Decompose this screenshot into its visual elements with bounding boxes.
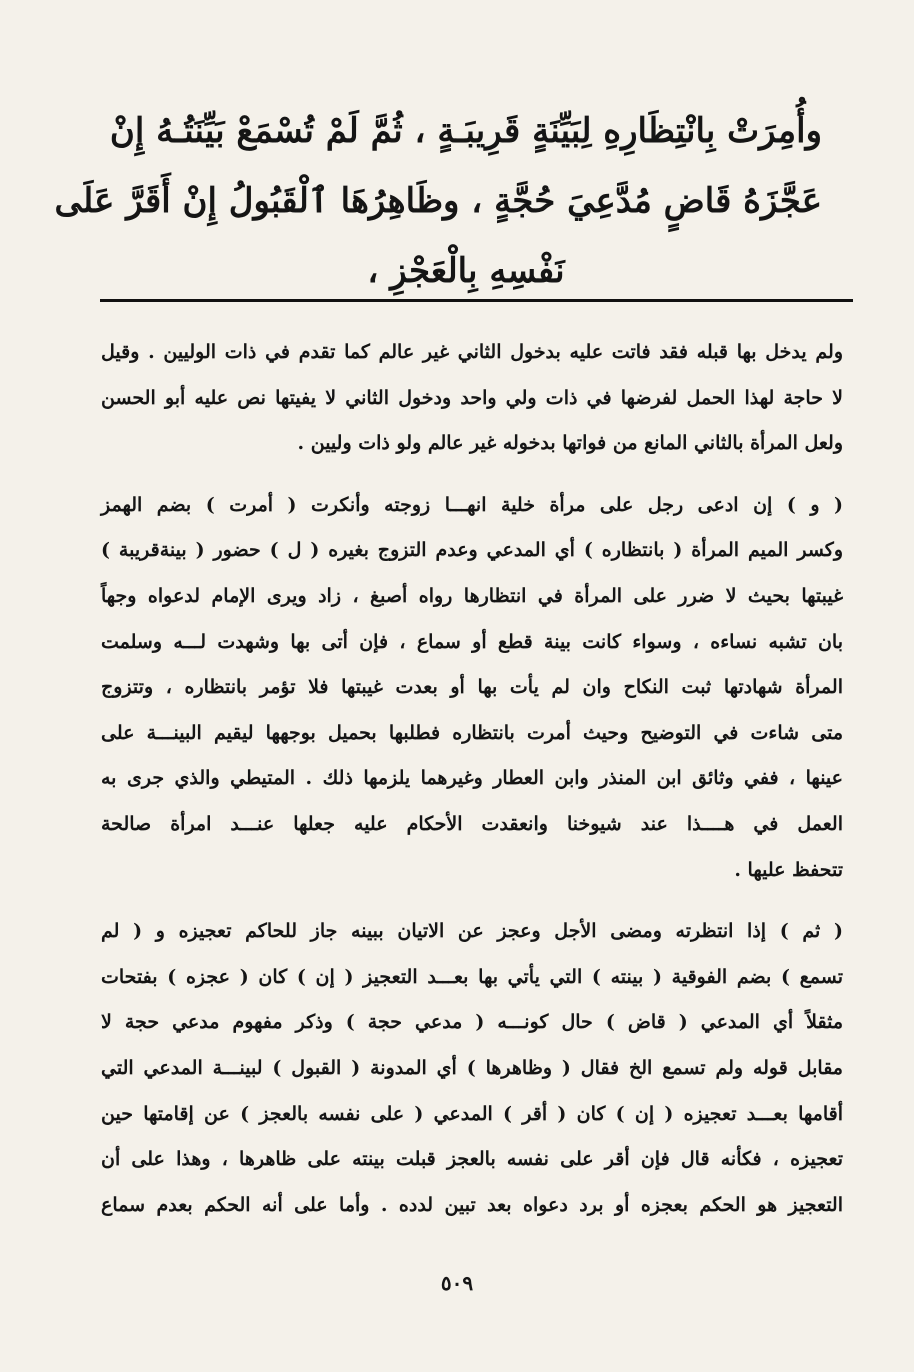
commentary-paragraph — [101, 909, 843, 1228]
commentary-paragraph — [101, 483, 843, 893]
commentary-line: متى شاءت في التوضيح وحيث أمرت بانتظاره فطلبها بحميل بوجهها ليقيم البينـــة على — [101, 721, 843, 744]
commentary-block — [101, 330, 843, 1244]
commentary-line: مثقلاً أي المدعي ( قاض ) حال كونـــه ( مدعي حجة ) وذكر مفهوم مدعي حجة لا — [101, 1011, 843, 1034]
page-number: ٥٠٩ — [440, 1271, 474, 1295]
commentary-line: عينها ، ففي وثائق ابن المنذر وابن العطار وغيرهما يلزمها ذلك . المتيطي والذي جرى به — [101, 767, 843, 790]
commentary-line: تعجيزه ، فكأنه قال فإن أقر على نفسه بالعجز قبلت بينته على ظاهرها ، وهذا على أن — [101, 1148, 843, 1171]
commentary-line: المرأة شهادتها ثبت النكاح وان لم يأت بها أو بعدت غيبتها فلا تؤمر بانتظاره ، وتتزوج — [101, 676, 843, 699]
commentary-line: لا حاجة لهذا الحمل لفرضها في ذات ولي واحد ودخول الثاني لا يفيتها نص عليه أبو الحسن — [101, 386, 843, 409]
commentary-line: تتحفظ عليها . — [734, 858, 843, 881]
commentary-line: ولعل المرأة بالثاني المانع من فواتها بدخوله غير عالم ولو ذات وليين . — [297, 432, 843, 455]
main-text-line: عَجَّزَهُ قَاضٍ مُدَّعِيَ حُجَّةٍ ، وظَاهِرُهَا ٱلْقَبُولُ إِنْ أَقَرَّ عَلَى — [54, 181, 822, 221]
commentary-line: مقابل قوله ولم تسمع الخ فقال ( وظاهرها ) أي المدونة ( القبول ) لبينـــة المدعي التي — [101, 1056, 843, 1079]
commentary-line: التعجيز هو الحكم بعجزه أو برد دعواه بعد تبين لدده . وأما على أنه الحكم بعدم سماع — [101, 1193, 843, 1216]
commentary-line: أقامها بعـــد تعجيزه ( إن ) كان ( أقر ) المدعي ( على نفسه بالعجز ) عن إقامتها حين — [101, 1102, 843, 1125]
commentary-line: ولم يدخل بها قبله فقد فاتت عليه بدخول الثاني غير عالم كما تقدم في ذات الوليين . وقيل — [101, 341, 844, 363]
commentary-line: وكسر الميم المرأة ( بانتظاره ) أي المدعي وعدم التزوج بغيره ( ل ) حضور ( بينةقريبة ) — [101, 539, 843, 562]
commentary-line: ( و ) إن ادعى رجل على مرأة خلية انهـــا زوجته وأنكرت ( أمرت ) بضم الهمز — [101, 493, 843, 516]
commentary-line: العمل في هــــذا عند شيوخنا وانعقدت الأحكام عليه جعلها عنـــد امرأة صالحة — [101, 812, 843, 835]
commentary-line: ( ثم ) إذا انتظرته ومضى الأجل وعجز عن الاتيان ببينه جاز للحاكم تعجيزه و ( لم — [101, 920, 843, 943]
main-text-line: وأُمِرَتْ بِانْتِظَارِهِ لِبَيِّنَةٍ قَرِيبَـةٍ ، ثُمَّ لَمْ تُسْمَعْ بَيِّنَتُـهُ إِنْ — [109, 111, 822, 151]
commentary-line: غيبتها بحيث لا ضرر على المرأة في انتظارها رواه أصبغ ، زاد ويرى الإمام لدعواه وجهاً — [101, 584, 843, 607]
commentary-line: بان تشبه نساءه ، وسواء كانت بينة قطع أو سماع ، فإن أتى بها وشهدت لـــه وسلمت — [101, 630, 843, 653]
commentary-line: تسمع ) بضم الفوقية ( بينته ) التي يأتي بها بعـــد التعجيز ( إن ) كان ( عجزه ) بفتحات — [101, 965, 843, 988]
commentary-paragraph — [101, 330, 843, 467]
main-text-block — [54, 96, 822, 306]
separator-rule — [100, 299, 853, 302]
main-text-line: نَفْسِهِ بِالْعَجْزِ ، — [367, 251, 565, 291]
